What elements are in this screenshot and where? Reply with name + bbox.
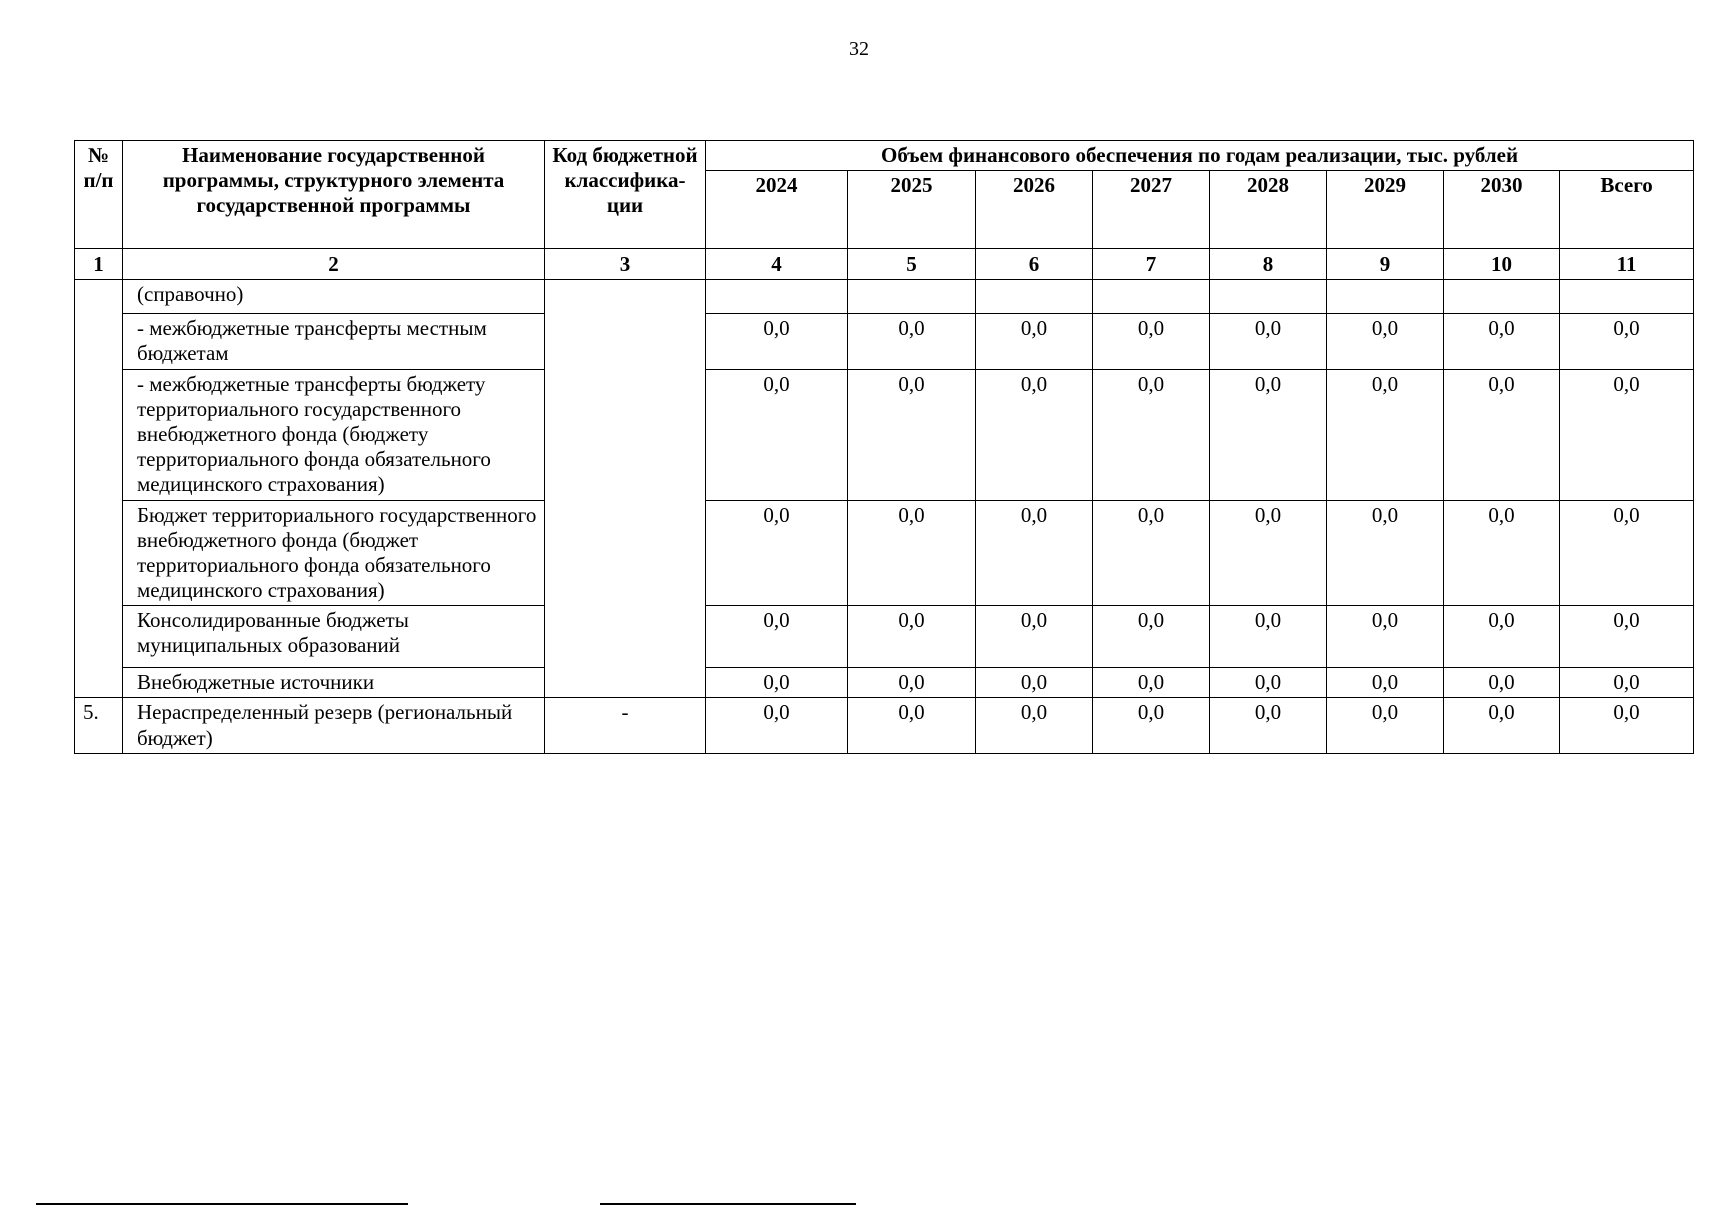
header-year: 2029 [1327,171,1444,249]
header-num: № п/п [75,141,123,249]
header-total: Всего [1560,171,1694,249]
row-name: Бюджет территориального государственного внебюджетного фонда (бюджет территориального фонда обязательного медицинского страхования) [123,500,545,606]
header-year: 2026 [976,171,1093,249]
row-value: 0,0 [848,698,976,753]
row-value: 0,0 [1093,606,1210,668]
financing-table [74,140,1694,754]
row-name: - межбюджетные трансферты бюджету территориального государственного внебюджетного фонда (бюджету территориального фонда обязательного медицинского страхования) [123,369,545,500]
row-value: 0,0 [1327,369,1444,500]
row-value: 0,0 [1210,500,1327,606]
row-value: 0,0 [1210,698,1327,753]
row-value: 0,0 [1210,369,1327,500]
row-value: 0,0 [1210,606,1327,668]
column-number: 4 [706,249,848,280]
row-value: 0,0 [1210,668,1327,698]
page-number: 32 [849,38,869,60]
row-value: 0,0 [1560,369,1694,500]
row-value: 0,0 [1327,314,1444,369]
row-name: Консолидированные бюджеты муниципальных образований [123,606,545,668]
row-code [545,280,706,698]
row-value: 0,0 [1560,314,1694,369]
column-number-row [75,249,1694,280]
header-row-top [75,141,1694,171]
row-value [976,280,1093,314]
row-value: 0,0 [848,314,976,369]
row-value: 0,0 [706,606,848,668]
column-number: 7 [1093,249,1210,280]
row-value: 0,0 [976,668,1093,698]
row-value [706,280,848,314]
column-number: 8 [1210,249,1327,280]
row-value: 0,0 [1093,369,1210,500]
row-value: 0,0 [1444,369,1560,500]
row-value: 0,0 [1560,606,1694,668]
header-volume: Объем финансового обеспечения по годам реализации, тыс. рублей [706,141,1694,171]
row-value: 0,0 [706,369,848,500]
row-value: 0,0 [1093,668,1210,698]
row-value [848,280,976,314]
row-value: 0,0 [706,314,848,369]
header-year: 2028 [1210,171,1327,249]
table-row [75,280,1694,314]
row-code: - [545,698,706,753]
row-value [1444,280,1560,314]
row-value: 0,0 [1093,500,1210,606]
column-number: 3 [545,249,706,280]
row-value [1093,280,1210,314]
row-value: 0,0 [1444,314,1560,369]
column-number: 5 [848,249,976,280]
row-value: 0,0 [848,668,976,698]
row-value: 0,0 [976,314,1093,369]
column-number: 1 [75,249,123,280]
row-value: 0,0 [1444,668,1560,698]
row-value: 0,0 [976,606,1093,668]
header-year: 2024 [706,171,848,249]
row-value: 0,0 [1210,314,1327,369]
column-number: 9 [1327,249,1444,280]
row-value: 0,0 [1560,698,1694,753]
row-value: 0,0 [706,500,848,606]
row-name: Нераспределенный резерв (региональный бюджет) [123,698,545,753]
row-name: - межбюджетные трансферты местным бюджетам [123,314,545,369]
row-value: 0,0 [848,369,976,500]
row-name: Внебюджетные источники [123,668,545,698]
row-name: (справочно) [123,280,545,314]
row-num: 5. [75,698,123,753]
row-value: 0,0 [1444,698,1560,753]
header-name: Наименование государственной программы, структурного элемента государственной программы [123,141,545,249]
row-value: 0,0 [1444,500,1560,606]
header-year: 2025 [848,171,976,249]
row-value: 0,0 [706,668,848,698]
row-num [75,280,123,698]
table-row [75,698,1694,753]
row-value: 0,0 [1444,606,1560,668]
header-code: Код бюджетной классифика-ции [545,141,706,249]
header-year: 2027 [1093,171,1210,249]
table-row [75,369,1694,500]
row-value: 0,0 [1093,314,1210,369]
row-value: 0,0 [1560,668,1694,698]
row-value: 0,0 [848,606,976,668]
row-value: 0,0 [1560,500,1694,606]
row-value: 0,0 [848,500,976,606]
table-row [75,500,1694,606]
row-value: 0,0 [1327,606,1444,668]
table-row [75,668,1694,698]
table-row [75,314,1694,369]
row-value: 0,0 [1327,500,1444,606]
row-value [1210,280,1327,314]
header-year: 2030 [1444,171,1560,249]
row-value: 0,0 [1093,698,1210,753]
row-value: 0,0 [976,369,1093,500]
row-value: 0,0 [976,698,1093,753]
row-value: 0,0 [1327,668,1444,698]
column-number: 6 [976,249,1093,280]
row-value [1327,280,1444,314]
column-number: 10 [1444,249,1560,280]
column-number: 2 [123,249,545,280]
row-value: 0,0 [706,698,848,753]
row-value: 0,0 [1327,698,1444,753]
column-number: 11 [1560,249,1694,280]
row-value [1560,280,1694,314]
row-value: 0,0 [976,500,1093,606]
table-row [75,606,1694,668]
